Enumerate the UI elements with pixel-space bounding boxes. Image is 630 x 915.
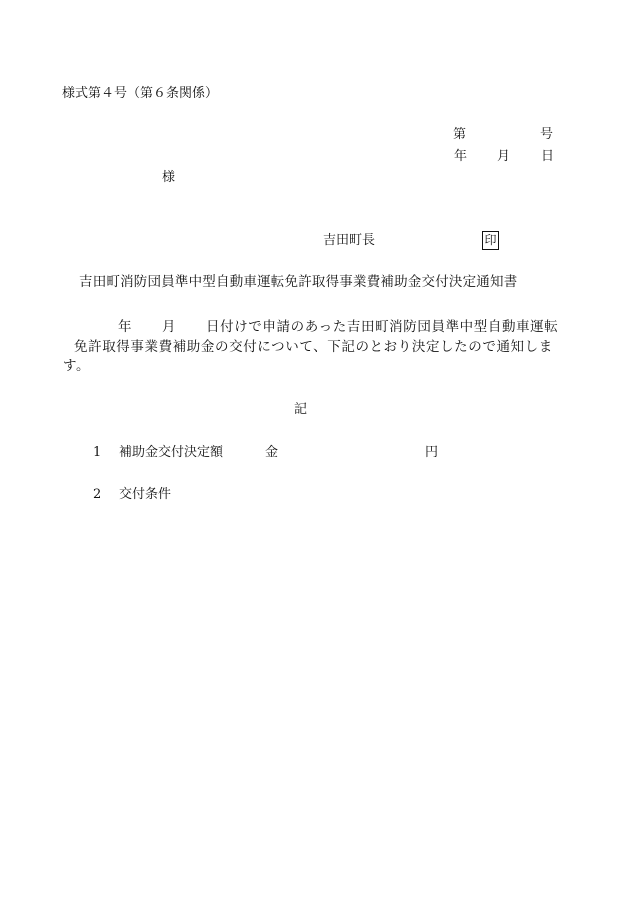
item-1-amount-unit: 円 [425, 445, 439, 460]
date-month: 月 [497, 149, 511, 164]
item-2-label: 交付条件 [119, 487, 172, 502]
item-2-number: 2 [93, 487, 102, 502]
body-line-1: 日付けで申請のあった吉田町消防団員準中型自動車運転 [206, 319, 559, 335]
item-1-number: 1 [93, 445, 102, 460]
document-title: 吉田町消防団員準中型自動車運転免許取得事業費補助金交付決定通知書 [79, 274, 518, 290]
form-label: 様式第４号（第６条関係） [62, 86, 219, 101]
doc-number-suffix: 号 [540, 127, 554, 142]
ki-heading: 記 [294, 402, 308, 417]
sender-name: 吉田町長 [323, 233, 376, 248]
body-line-2: 免許取得事業費補助金の交付について、下記のとおり決定したので通知しま [74, 339, 553, 355]
body-month: 月 [162, 319, 177, 335]
addressee-suffix: 様 [162, 170, 176, 185]
body-year: 年 [118, 319, 133, 335]
seal-stamp: 印 [482, 231, 499, 250]
item-1-amount-prefix: 金 [265, 445, 279, 460]
doc-number-prefix: 第 [453, 127, 467, 142]
date-day: 日 [541, 149, 555, 164]
date-year: 年 [454, 149, 468, 164]
body-line-3: す。 [63, 358, 91, 374]
item-1-label: 補助金交付決定額 [119, 445, 224, 460]
